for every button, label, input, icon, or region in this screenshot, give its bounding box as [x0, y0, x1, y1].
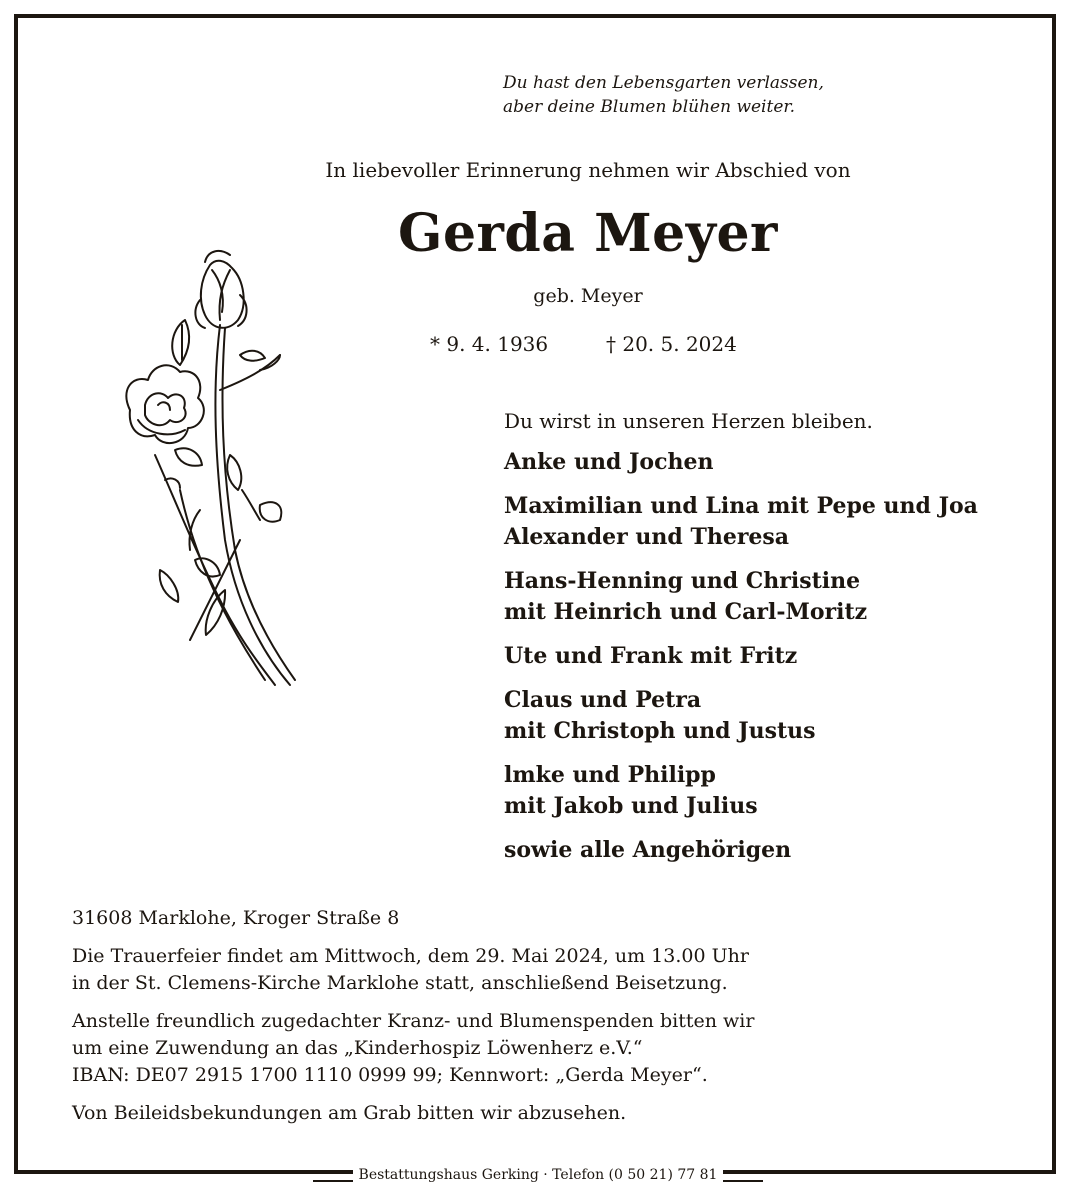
family-group [504, 760, 978, 822]
family-group [504, 835, 978, 866]
address [72, 905, 754, 932]
death-date: † 20. 5. 2024 [606, 332, 737, 356]
rose-icon [100, 240, 300, 690]
family-line: Claus und Petra [504, 687, 702, 713]
footer-text: Bestattungshaus Gerking · Telefon (0 50 21) 77 81 [353, 1167, 724, 1183]
family-line: Maximilian und Lina mit Pepe und Joa [504, 493, 978, 519]
family-group [504, 641, 978, 672]
family-line: sowie alle Angehörigen [504, 837, 792, 863]
service-line: Die Trauerfeier findet am Mittwoch, dem 29. Mai 2024, um 13.00 Uhr [72, 945, 749, 967]
family-group [504, 447, 978, 478]
condolence-line: Von Beileidsbekundungen am Grab bitten wir abzusehen. [72, 1102, 627, 1124]
service-info [72, 943, 754, 997]
condolence-note [72, 1100, 754, 1127]
birth-name: geb. Meyer [533, 285, 643, 307]
donation-info [72, 1008, 754, 1089]
family-group [504, 566, 978, 628]
details-block [72, 905, 754, 1138]
farewell-text: Du wirst in unseren Herzen bleiben. [504, 409, 873, 433]
donation-line: Anstelle freundlich zugedachter Kranz- und Blumenspenden bitten wir [72, 1010, 755, 1032]
family-line: mit Christoph und Justus [504, 718, 816, 744]
family-line: Alexander und Theresa [504, 524, 790, 550]
family-line: Ute und Frank mit Fritz [504, 643, 798, 669]
family-list [504, 447, 978, 879]
family-line: mit Jakob und Julius [504, 793, 758, 819]
motto-line: Du hast den Lebensgarten verlassen, [503, 73, 824, 93]
address-line: 31608 Marklohe, Kroger Straße 8 [72, 907, 400, 929]
donation-line: um eine Zuwendung an das „Kinderhospiz Löwenherz e.V.“ [72, 1037, 643, 1059]
family-line: mit Heinrich und Carl-Moritz [504, 599, 868, 625]
footer [0, 1167, 1076, 1183]
family-group [504, 685, 978, 747]
family-line: lmke und Philipp [504, 762, 716, 788]
service-line: in der St. Clemens-Kirche Marklohe statt, anschließend Beisetzung. [72, 972, 728, 994]
motto-line: aber deine Blumen blühen weiter. [503, 97, 796, 117]
deceased-name: Gerda Meyer [398, 203, 778, 264]
family-line: Hans-Henning und Christine [504, 568, 861, 594]
birth-date: * 9. 4. 1936 [430, 332, 549, 356]
donation-line: IBAN: DE07 2915 1700 1110 0999 99; Kennwort: „Gerda Meyer“. [72, 1064, 708, 1086]
family-group [504, 491, 978, 553]
family-line: Anke und Jochen [504, 449, 714, 475]
motto-quote [503, 71, 824, 119]
intro-text: In liebevoller Erinnerung nehmen wir Abschied von [325, 158, 851, 182]
